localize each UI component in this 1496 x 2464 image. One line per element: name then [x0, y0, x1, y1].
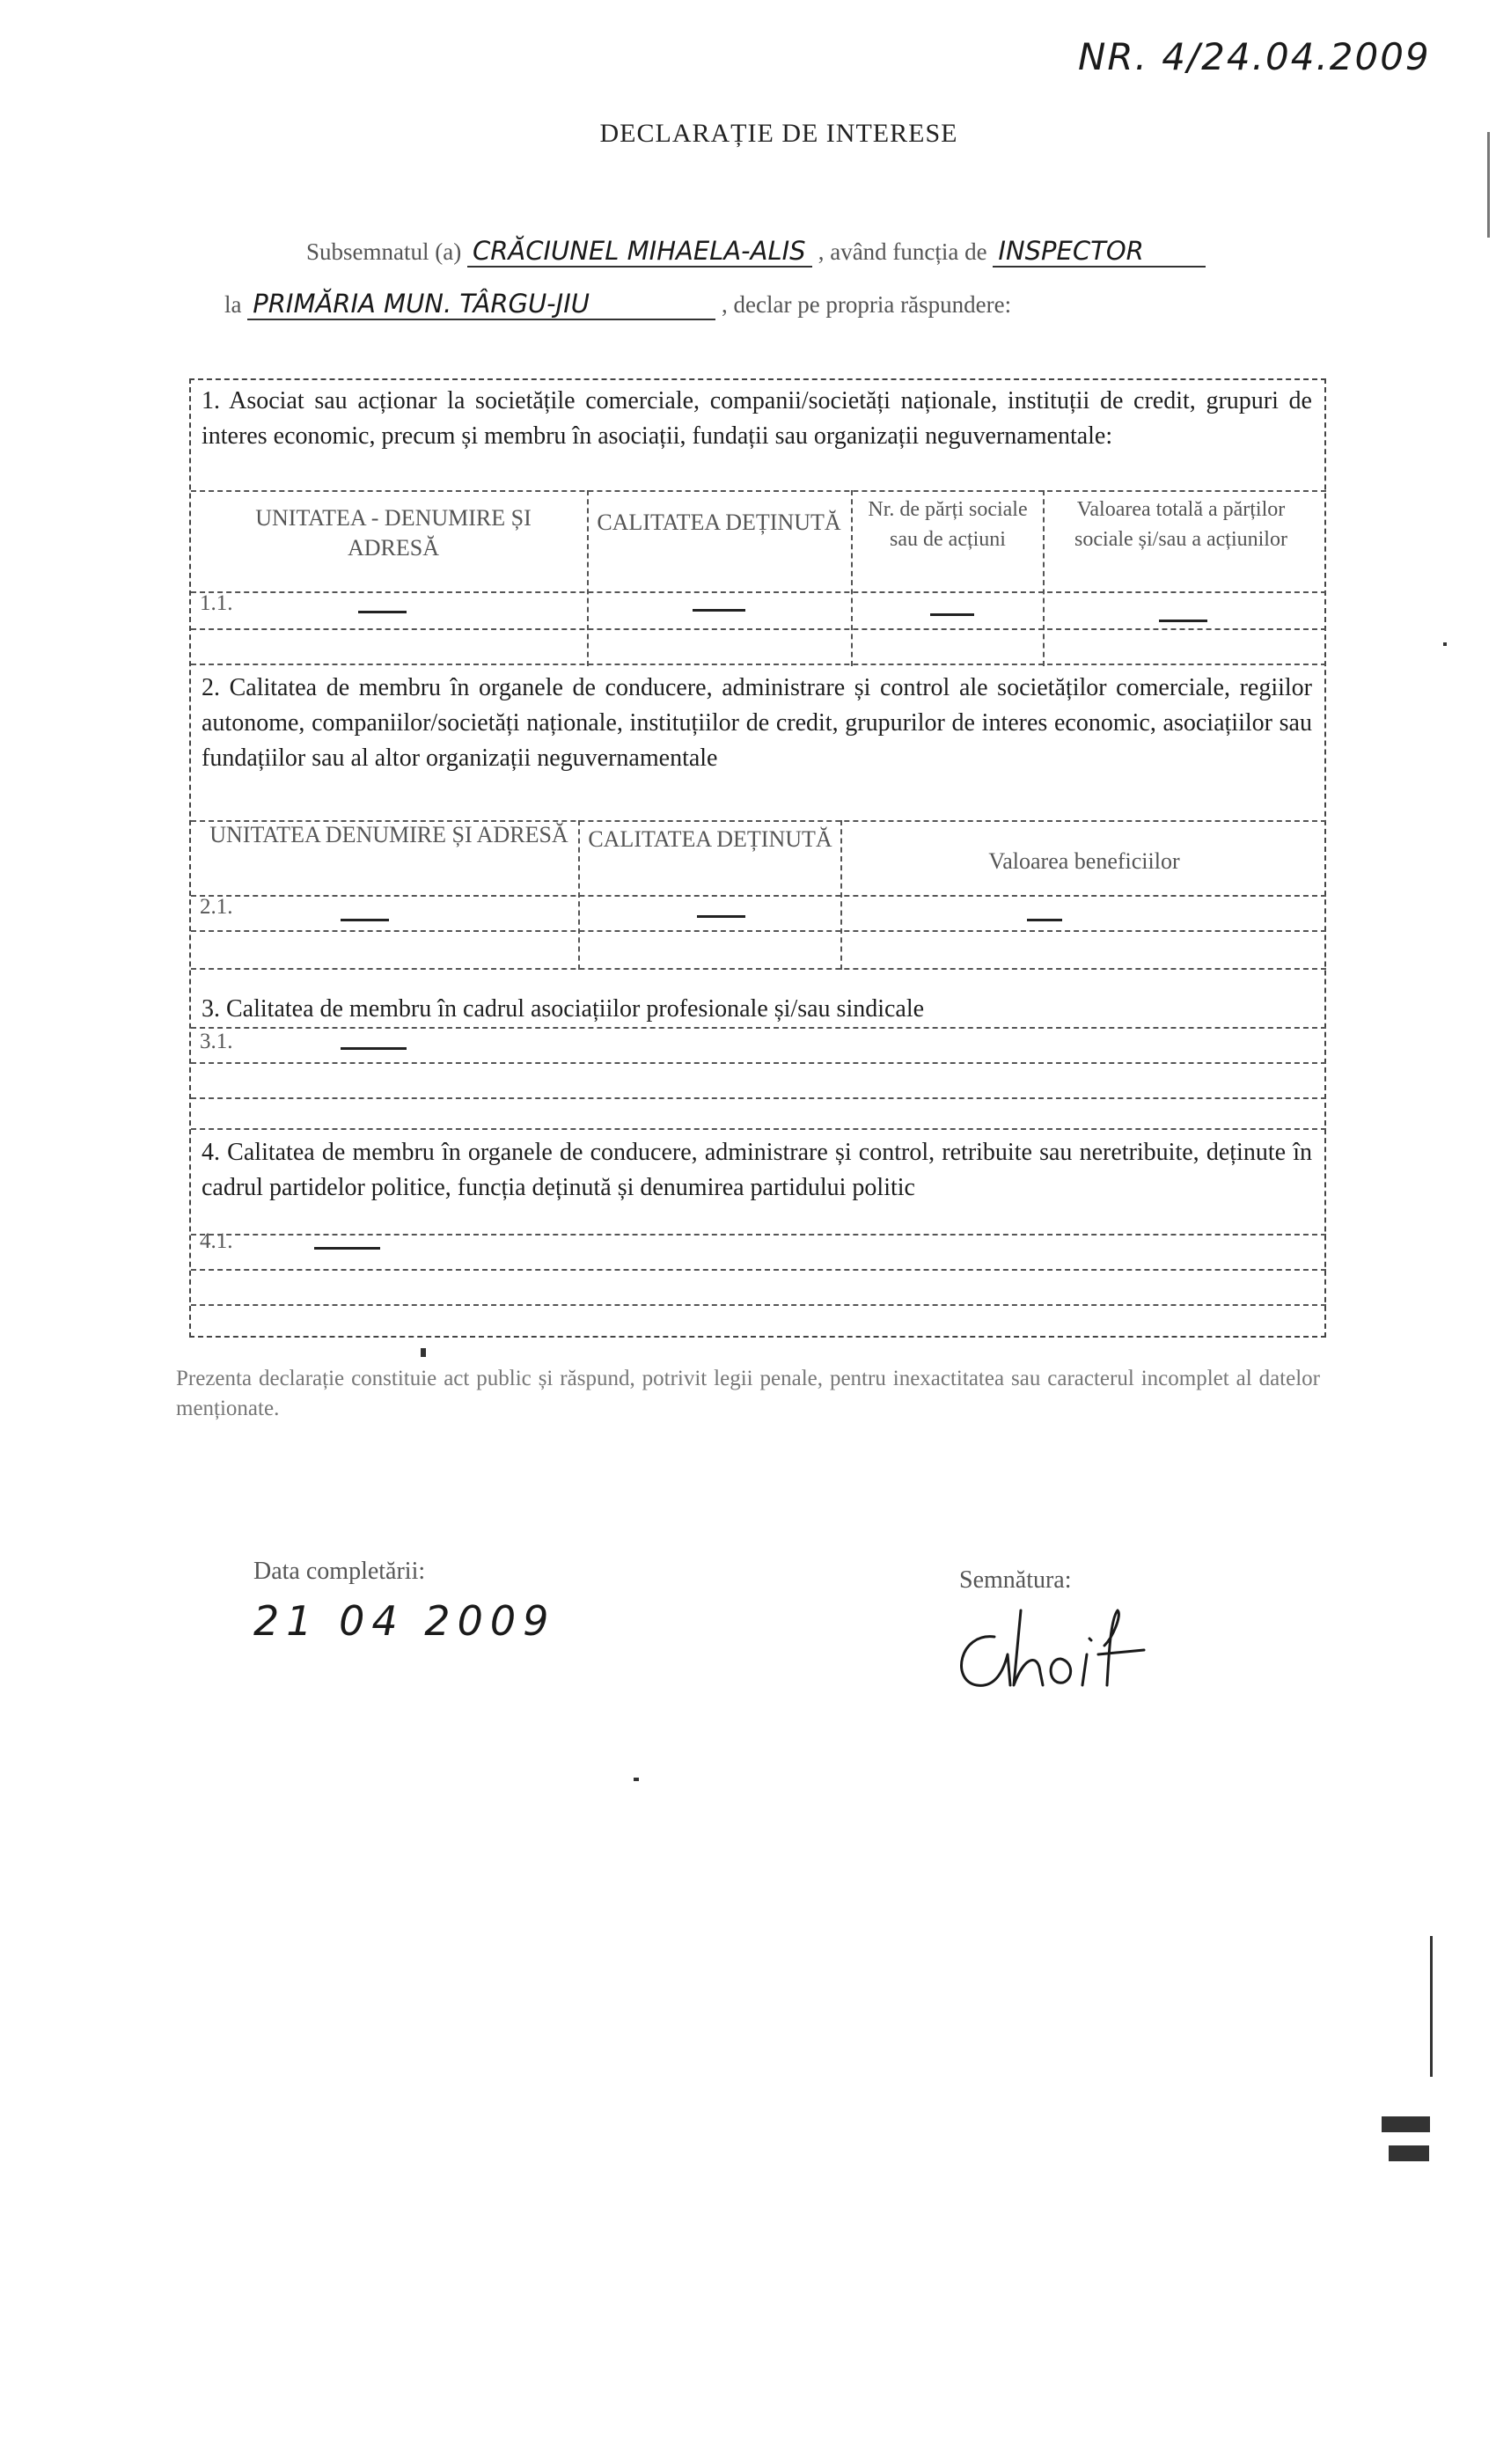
- s2-row-label: 2.1.: [200, 895, 233, 919]
- completion-date: 21 04 2009: [253, 1597, 556, 1645]
- s1-empty-mark-shares: [930, 613, 974, 616]
- s3-empty-mark: [341, 1047, 407, 1050]
- handwritten-signature: [942, 1602, 1232, 1712]
- institution-name: PRIMĂRIA MUN. TÂRGU-JIU: [247, 290, 715, 320]
- declarant-function: INSPECTOR: [993, 238, 1206, 268]
- s2-empty-mark-quality: [697, 915, 745, 918]
- s2-col-quality: CALITATEA DEȚINUTĂ: [588, 826, 832, 852]
- section-2-text: 2. Calitatea de membru în organele de conducere, administrare și control ale societăților comerciale, regiilor autonome, companiilor/societăți naționale, instituțiilor de credit, grupurilor de interes economic, asociațiilor sau fundațiilor sau al altor organizații neguvernamentale: [202, 674, 1312, 772]
- s1-col-value: Valoarea totală a părților sociale și/sau a acțiunilor: [1074, 498, 1287, 551]
- signature-label: Semnătura:: [959, 1566, 1072, 1594]
- legal-note: Prezenta declarație constituie act public și răspund, potrivit legii penale, pentru inexactitatea sau caracterul incomplet al datelor menționate.: [176, 1367, 1320, 1420]
- s2-col-unit: UNITATEA DENUMIRE ȘI ADRESĂ: [209, 822, 568, 847]
- s2-empty-mark-unit: [341, 919, 389, 921]
- subsemnatul-label: Subsemnatul (a): [306, 238, 462, 265]
- s4-row-label: 4.1.: [200, 1229, 233, 1253]
- s1-row-label: 1.1.: [200, 591, 233, 615]
- document-title: DECLARAȚIE DE INTERESE: [599, 119, 958, 148]
- registration-number: NR. 4/24.04.2009: [1078, 35, 1431, 78]
- s2-col-benefits: Valoarea beneficiilor: [988, 848, 1180, 874]
- section-4-text: 4. Calitatea de membru în organele de conducere, administrare și control, retribuite sau neretribuite, deținute în cadrul partidelor politice, funcția deținută și denumirea partidului politic: [202, 1139, 1312, 1201]
- declarant-name: CRĂCIUNEL MIHAELA-ALIS: [467, 238, 812, 268]
- s1-col-shares: Nr. de părți sociale sau de acțiuni: [868, 498, 1028, 551]
- interests-form: [189, 378, 1326, 1338]
- section-3-text: 3. Calitatea de membru în cadrul asociațiilor profesionale și/sau sindicale: [202, 995, 925, 1023]
- s1-empty-mark-unit: [358, 611, 407, 613]
- s4-empty-mark: [314, 1247, 380, 1250]
- intro-line-1: [306, 238, 1206, 268]
- section-1-text: 1. Asociat sau acționar la societățile comerciale, companii/societăți naționale, instituții de credit, grupuri de interes economic, precum și membru în asociații, fundații sau organizații neguvernamentale:: [202, 387, 1312, 450]
- s2-empty-mark-benefits: [1027, 919, 1062, 921]
- s1-empty-mark-value: [1159, 620, 1207, 622]
- s1-col-unit: UNITATEA - DENUMIRE ȘI ADRESĂ: [255, 505, 532, 561]
- date-label: Data completării:: [253, 1558, 426, 1585]
- declar-label: , declar pe propria răspundere:: [722, 291, 1012, 318]
- s1-empty-mark-quality: [693, 609, 745, 612]
- function-label: , având funcția de: [818, 238, 987, 265]
- la-label: la: [224, 291, 242, 318]
- intro-line-2: [224, 290, 1011, 320]
- s3-row-label: 3.1.: [200, 1030, 233, 1053]
- s1-col-quality: CALITATEA DEȚINUTĂ: [597, 510, 841, 535]
